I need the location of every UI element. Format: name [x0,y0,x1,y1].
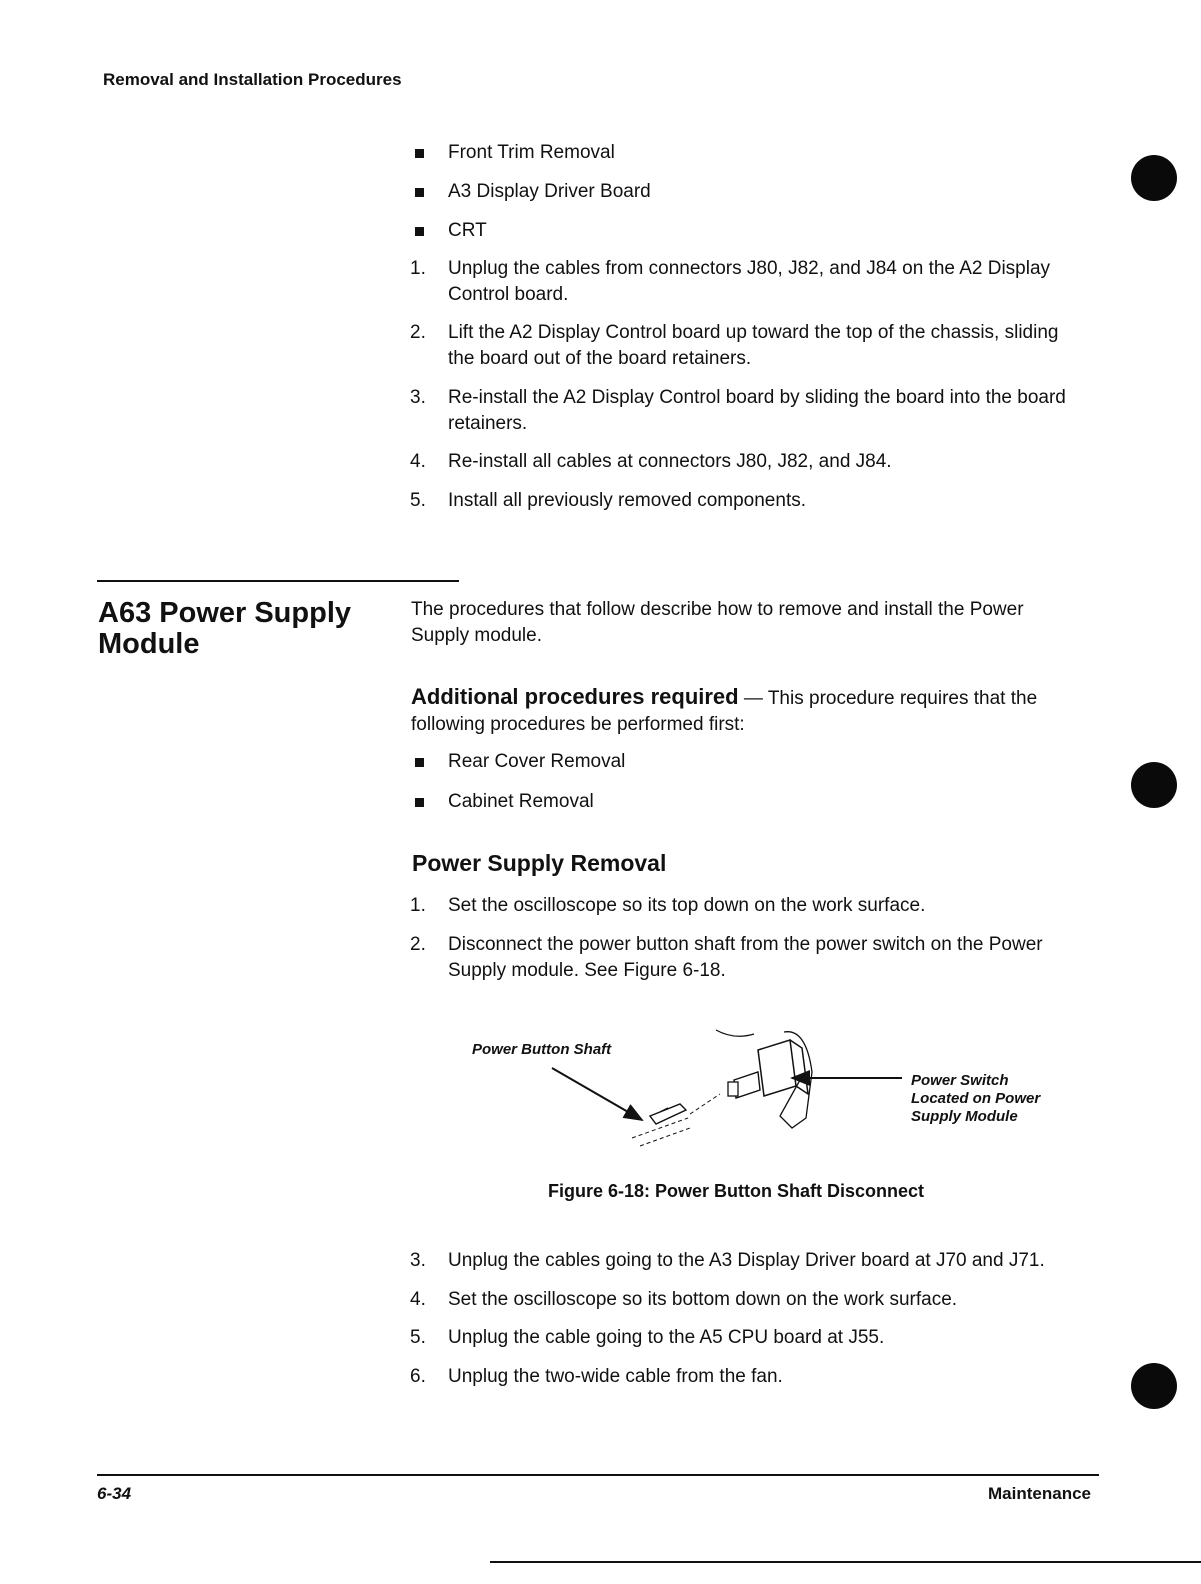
list-item: Cabinet Removal [410,789,1090,815]
bullet-square-icon [415,758,424,767]
power-button-shaft-diagram [540,1020,910,1150]
section-rule [97,580,459,582]
binder-hole-top [1131,155,1177,201]
additional-procedures-text: — This procedure requires that the following procedures be performed first: [411,688,1038,735]
procedure-step: 2. Disconnect the power button shaft from the power switch on the Power Supply module. See Figure 6-18. [410,934,1043,981]
page-number: 6-34 [97,1484,132,1503]
additional-procedures-label: Additional procedures required [411,684,739,709]
scan-edge-line [490,1561,1201,1563]
power-switch-body [758,1040,796,1096]
list-item: CRT [410,218,1090,244]
running-head: Removal and Installation Procedures [103,70,402,89]
bullet-square-icon [415,798,424,807]
subsection-heading: Power Supply Removal [412,850,667,876]
footer-rule [97,1474,1099,1476]
procedure-step: 5. Install all previously removed components. [410,490,807,511]
procedure-step: 1. Unplug the cables from connectors J80, J82, and J84 on the A2 Display Control board. [410,258,1051,305]
figure-caption: Figure 6-18: Power Button Shaft Disconnect [548,1181,925,1201]
binder-hole-middle [1131,762,1177,808]
procedure-step: 3. Unplug the cables going to the A3 Display Driver board at J70 and J71. [410,1250,1045,1271]
procedure-step: 6. Unplug the two-wide cable from the fan. [410,1366,783,1387]
procedure-step: 1. Set the oscilloscope so its top down on the work surface. [410,895,926,916]
footer-section: Maintenance [988,1484,1091,1503]
procedure-step: 5. Unplug the cable going to the A5 CPU board at J55. [410,1327,885,1348]
procedure-step: 4. Re-install all cables at connectors J80, J82, and J84. [410,451,892,472]
list-item: Front Trim Removal [410,140,1090,166]
leader-arrow-shaft [552,1068,642,1120]
bullet-square-icon [415,149,424,158]
figure-label-power-button-shaft: Power Button Shaft [472,1041,612,1058]
procedure-step: 4. Set the oscilloscope so its bottom down on the work surface. [410,1289,958,1310]
list-item: A3 Display Driver Board [410,179,1090,205]
procedure-step: 3. Re-install the A2 Display Control board by sliding the board into the board retainers. [410,387,1066,434]
bullet-square-icon [415,188,424,197]
procedure-step: 2. Lift the A2 Display Control board up toward the top of the chassis, sliding the board out of the board retainers. [410,322,1059,369]
additional-procedures [411,684,1081,738]
binder-hole-bottom [1131,1363,1177,1409]
bullet-square-icon [415,227,424,236]
figure-label-power-switch: Power Switch Located on Power Supply Module [911,1072,1041,1125]
list-item: Rear Cover Removal [410,749,1090,775]
section-intro: The procedures that follow describe how to remove and install the Power Supply module. [411,599,1024,646]
section-heading: A63 Power Supply Module [98,597,352,660]
